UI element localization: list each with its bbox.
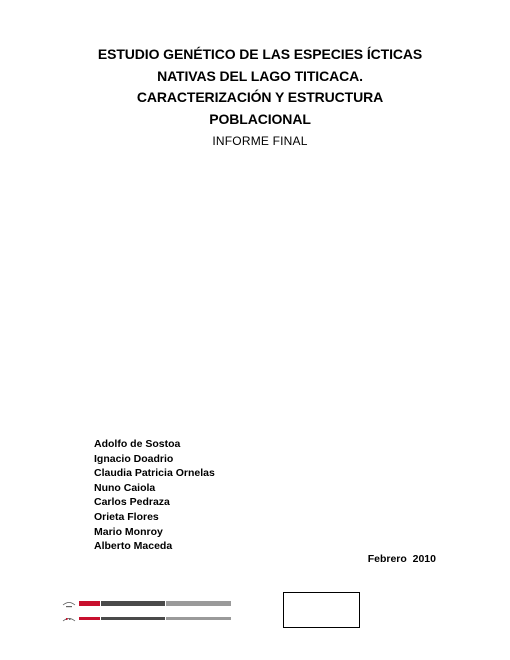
logo-stripe-gray-bottom xyxy=(166,617,231,620)
author-name: Claudia Patricia Ornelas xyxy=(94,467,215,480)
author-name: Mario Monroy xyxy=(94,525,163,538)
title-line-3: CARACTERIZACIÓN Y ESTRUCTURA xyxy=(136,89,384,105)
logo-stripe-dark-bottom xyxy=(101,617,165,620)
author-name: Nuno Caiola xyxy=(94,481,156,494)
institution-logo xyxy=(60,597,234,623)
logo-stripe-red-top xyxy=(79,601,100,606)
document-date: Febrero 2010 xyxy=(367,553,436,565)
document-subtitle: INFORME FINAL xyxy=(212,134,308,148)
footer-empty-box xyxy=(283,592,360,628)
title-line-4: POBLACIONAL xyxy=(209,110,311,127)
author-name: Alberto Maceda xyxy=(94,540,173,553)
author-name: Orieta Flores xyxy=(94,510,159,523)
author-name: Carlos Pedraza xyxy=(94,496,170,509)
logo-stripe-gray-top xyxy=(166,601,231,606)
author-name: Ignacio Doadrio xyxy=(94,452,174,465)
author-name: Adolfo de Sostoa xyxy=(94,438,181,450)
document-title xyxy=(40,44,480,130)
author-list xyxy=(94,437,215,554)
logo-stripe-red-bottom xyxy=(79,617,100,620)
logo-stripe-dark-top xyxy=(101,601,165,606)
crest-icon xyxy=(63,603,75,622)
title-line-1: ESTUDIO GENÉTICO DE LAS ESPECIES ÍCTICAS xyxy=(97,46,423,62)
title-line-2: NATIVAS DEL LAGO TITICACA. xyxy=(157,67,363,84)
